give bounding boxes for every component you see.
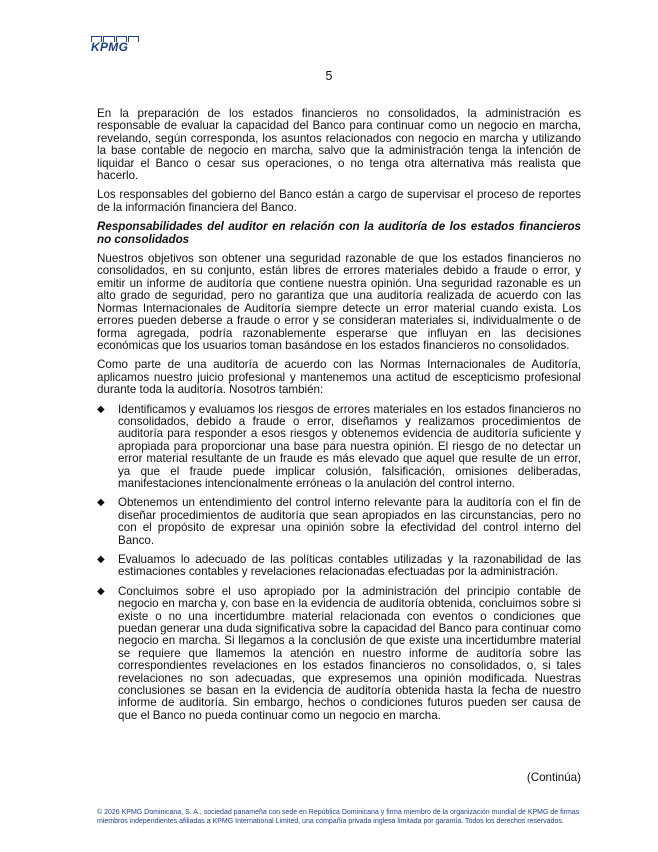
diamond-bullet-icon: ◆	[97, 497, 105, 509]
logo-text: KPMG	[91, 40, 129, 54]
diamond-bullet-icon: ◆	[97, 585, 105, 597]
section-heading: Responsabilidades del auditor en relación con la auditoría de los estados financieros no consolidados	[97, 220, 581, 246]
diamond-bullet-icon: ◆	[97, 554, 105, 565]
list-item	[97, 554, 581, 579]
footer-line-2: miembros independientes afiliadas a KPMG International Limited, una compañía privada inglesa limitada por garantía. Todos los derechos reservados.	[97, 818, 564, 825]
list-item-text: Concluimos sobre el uso apropiado por la administración del principio contable de negocio en marcha y, con base en la evidencia de auditoría obtenida, concluimos sobre si existe o no una incertidumbre material relacionada con eventos o condiciones que puedan generar una duda significativa sobre la capacidad del Banco para continuar como negocio en marcha. Si llegamos a la conclusión de que existe una incertidumbre material se requiere que llamemos la atención en nuestro informe de auditoría sobre las correspondientes revelaciones en los estados financieros no consolidados, o, si tales revelaciones no son adecuadas, que expresemos una opinión modificada. Nuestras conclusiones se basan en la evidencia de auditoría obtenida hasta la fecha de nuestro informe de auditoría. Sin embargo, hechos o condiciones futuros pueden ser causa de que el Banco no pueda continuar como un negocio en marcha.	[118, 584, 581, 722]
legal-footer	[97, 808, 589, 826]
footer-line-1: © 2026 KPMG Dominicana, S. A., sociedad panameña con sede en República Dominicana y firma miembro de la organización mundial de KPMG de firmas	[97, 809, 580, 816]
list-item	[97, 586, 581, 722]
document-body	[97, 108, 581, 729]
paragraph-objectives: Nuestros objetivos son obtener una seguridad razonable de que los estados financieros no consolidados, en su conjunto, están libres de errores materiales debido a fraude o error, y emitir un informe de auditoría que contiene nuestra opinión. Una seguridad razonable es un alto grado de seguridad, pero no garantiza que una auditoría realizada de acuerdo con las Normas Internacionales de Auditoría siempre detecte un error material cuando exista. Los errores pueden deberse a fraude o error y se consideran materiales si, individualmente o de forma agregada, podría razonablemente esperarse que influyan en las decisiones económicas que los usuarios toman basándose en los estados financieros no consolidados.	[97, 252, 581, 352]
paragraph-governance: Los responsables del gobierno del Banco están a cargo de supervisar el proceso de reportes de la información financiera del Banco.	[97, 188, 581, 214]
list-item	[97, 404, 581, 491]
list-item	[97, 497, 581, 547]
procedures-list	[97, 404, 581, 723]
paragraph-going-concern: En la preparación de los estados financieros no consolidados, la administración es responsable de evaluar la capacidad del Banco para continuar como un negocio en marcha, revelando, según corresponda, los asuntos relacionados con negocio en marcha y utilizando la base contable de negocio en marcha, salvo que la administración tenga la intención de liquidar el Banco o cesar sus operaciones, o no tenga otra alternativa más realista que hacerlo.	[97, 107, 581, 183]
list-item-text: Evaluamos lo adecuado de las políticas contables utilizadas y la razonabilidad de las estimaciones contables y revelaciones relacionadas efectuadas por la administración.	[118, 553, 581, 579]
paragraph-intro-list: Como parte de una auditoría de acuerdo con las Normas Internacionales de Auditoría, aplicamos nuestro juicio profesional y mantenemos una actitud de escepticismo profesional durante toda la auditoría. Nosotros también:	[97, 358, 581, 397]
page-number: 5	[325, 69, 333, 83]
list-item-text: Obtenemos un entendimiento del control interno relevante para la auditoría con el fin de diseñar procedimientos de auditoría que sean apropiados en las circunstancias, pero no con el propósito de expresar una opinión sobre la efectividad del control interno del Banco.	[118, 496, 581, 547]
kpmg-logo	[91, 36, 139, 52]
diamond-bullet-icon: ◆	[97, 403, 105, 415]
list-item-text: Identificamos y evaluamos los riesgos de errores materiales en los estados financieros no consolidados, debido a fraude o error, diseñamos y realizamos procedimientos de auditoría para responder a esos riesgos y obtenemos evidencia de auditoría suficiente y apropiada para proporcionar una base para nuestra opinión. El riesgo de no detectar un error material resultante de un fraude es más elevado que aquel que resulte de un error, ya que el fraude puede implicar colusión, falsificación, omisiones deliberadas, manifestaciones intencionalmente erróneas o la anulación del control interno.	[118, 402, 581, 490]
continued-label: (Continúa)	[526, 771, 581, 784]
